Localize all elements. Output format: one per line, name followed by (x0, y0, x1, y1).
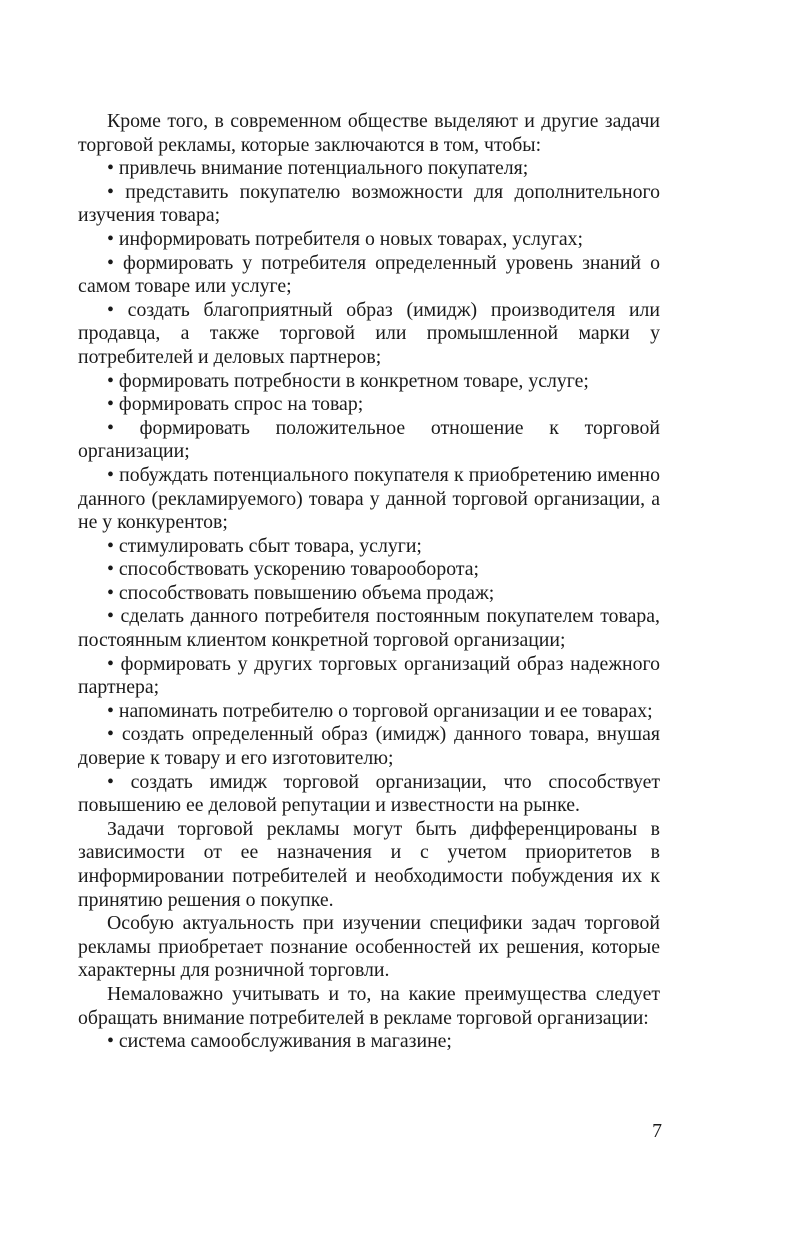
list-item: • привлечь внимание потенциального покупателя; (107, 157, 529, 180)
list-item: • формировать потребности в конкретном товаре, услуге; (107, 369, 589, 392)
list-item: • создать благоприятный образ (имидж) производителя или продавца, а также торговой или промышленной марки у потребителей и деловых партнеров; (78, 298, 660, 368)
paragraph-intro: Кроме того, в современном обществе выделяют и другие задачи торговой рекламы, которые заключаются в том, чтобы: (78, 110, 660, 156)
list-item: • стимулировать сбыт товара, услуги; (107, 534, 422, 557)
list-item: • способствовать повышению объема продаж; (107, 581, 495, 604)
list-item: • формировать у других торговых организаций образ надежного партнера; (78, 652, 660, 699)
list-item: • формировать у потребителя определенный уровень знаний о самом товаре или услуге; (78, 251, 660, 298)
list-item: • напоминать потребителю о торговой организации и ее товарах; (107, 699, 653, 722)
body-text (78, 110, 660, 1054)
list-item: • создать определенный образ (имидж) данного товара, внушая доверие к товару и его изготовителю; (78, 723, 660, 770)
list-item: • формировать положительное отношение к торговой организации; (78, 416, 660, 463)
list-item: • сделать данного потребителя постоянным покупателем товара, постоянным клиентом конкретной торговой организации; (78, 605, 660, 652)
list-item: • формировать спрос на товар; (107, 393, 364, 416)
list-item: • информировать потребителя о новых товарах, услугах; (107, 227, 584, 250)
paragraph: Особую актуальность при изучении специфики задач торговой рекламы приобретает познание особенностей их решения, которые характерны для розничной торговли. (78, 912, 660, 982)
list-item: • способствовать ускорению товарооборота; (107, 558, 480, 581)
paragraph: Немаловажно учитывать и то, на какие преимущества следует обращать внимание потребителей в рекламе торговой организации: (78, 982, 660, 1029)
paragraph: Задачи торговой рекламы могут быть дифференцированы в зависимости от ее назначения и с учетом приоритетов в информировании потребителей и необходимости побуждения их к принятию решения о покупке. (78, 817, 660, 911)
list-item: • создать имидж торговой организации, что способствует повышению ее деловой репутации и известности на рынке. (78, 770, 660, 817)
list-item: • побуждать потенциального покупателя к приобретению именно данного (рекламируемого) товара у данной торговой организации, а не у конкурентов; (78, 463, 660, 534)
list-item: • система самообслуживания в магазине; (107, 1030, 452, 1053)
list-item: • представить покупателю возможности для дополнительного изучения товара; (78, 180, 660, 227)
page-number: 7 (652, 1120, 662, 1142)
